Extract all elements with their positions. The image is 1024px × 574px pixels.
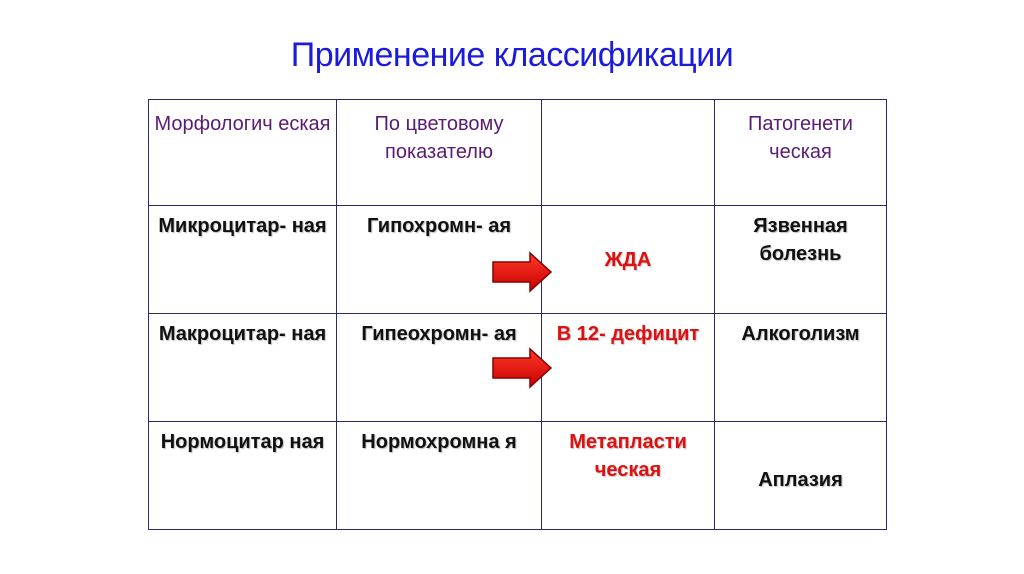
table-header-row: [149, 100, 887, 206]
cell-normocytic: Нормоцитар ная: [149, 422, 337, 530]
cell-ida-text: ЖДА: [604, 249, 652, 271]
header-color-index: По цветовому показателю: [337, 100, 542, 206]
cell-microcytic: Микроцитар- ная: [149, 206, 337, 314]
cell-ida: [542, 206, 715, 314]
table-row: [149, 422, 887, 530]
cell-macrocytic: Макроцитар- ная: [149, 314, 337, 422]
cell-aplasia-text: Аплазия: [758, 469, 843, 491]
cell-hyperchromic: Гипеохромн- ая: [337, 314, 542, 422]
cell-metaplastic: Метапласти ческая: [542, 422, 715, 530]
cell-b12-deficiency: В 12- дефицит: [542, 314, 715, 422]
cell-normochromic: Нормохромна я: [337, 422, 542, 530]
arrow-right-icon: [490, 346, 554, 390]
cell-alcoholism: Алкоголизм: [715, 314, 887, 422]
header-morphological: Морфологич еская: [149, 100, 337, 206]
header-pathogenetic: Патогенети ческая: [715, 100, 887, 206]
header-empty: [542, 100, 715, 206]
cell-aplasia: [715, 422, 887, 530]
cell-ulcer-disease: Язвенная болезнь: [715, 206, 887, 314]
slide-title: Применение классификации: [290, 36, 734, 74]
classification-table: [148, 99, 887, 530]
cell-hypochromic: Гипохромн- ая: [337, 206, 542, 314]
arrow-right-icon: [490, 250, 554, 294]
